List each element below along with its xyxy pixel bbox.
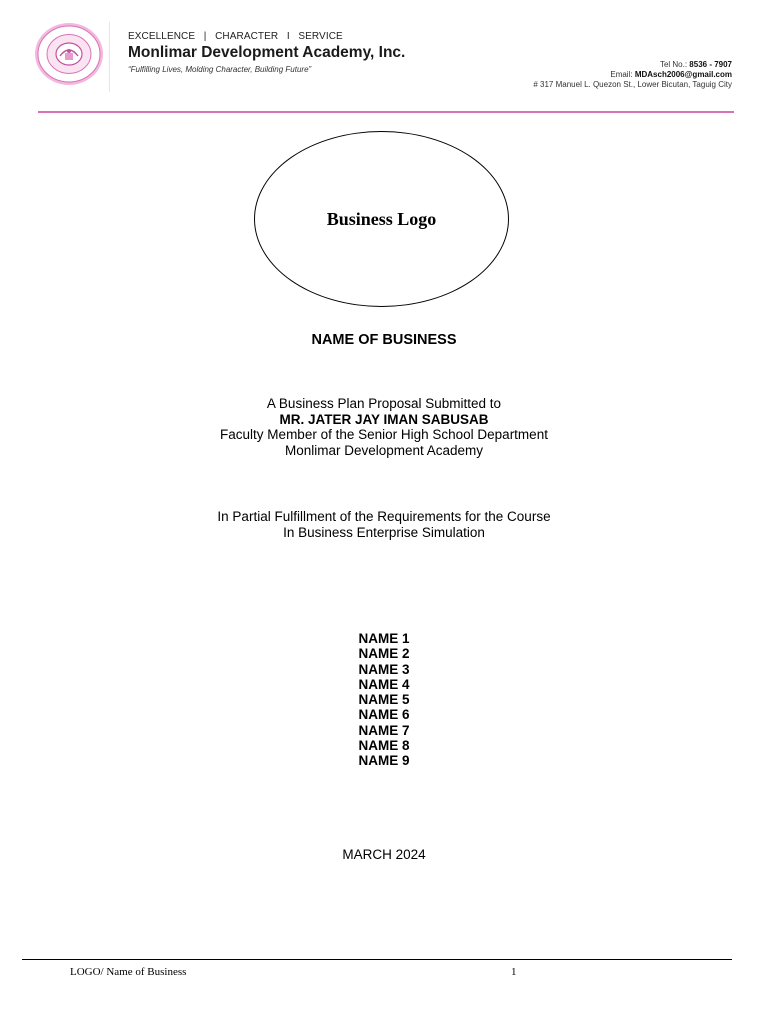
submission-date: MARCH 2024 [342,847,426,862]
member-name: NAME 9 [358,753,410,769]
member-name: NAME 1 [358,631,410,646]
header-divider [109,22,110,92]
proposal-line: A Business Plan Proposal Submitted to [266,396,502,411]
fulfillment-line: In Business Enterprise Simulation [283,524,485,540]
school-motto: EXCELLENCE | CHARACTER I SERVICE [128,31,343,42]
member-name: NAME 8 [358,738,410,754]
header-rule [38,111,734,113]
business-name: NAME OF BUSINESS [311,332,457,348]
page-number: 1 [511,966,517,978]
business-logo-label: Business Logo [326,209,437,229]
school-name: Monlimar Development Academy, Inc. [128,44,406,61]
proposal-line: Faculty Member of the Senior High School Department [220,427,548,442]
member-name: NAME 5 [358,692,410,708]
footer-business-name: LOGO/ Name of Business [70,966,187,978]
proposal-line: Monlimar Development Academy [284,442,484,458]
member-name: NAME 2 [358,646,410,662]
contact-tel: Tel No.: 8536 - 7907 [659,60,732,69]
member-names [0,631,768,769]
member-name: NAME 3 [358,661,410,677]
fulfillment-block [0,509,768,540]
member-name: NAME 7 [358,722,410,738]
contact-address: # 317 Manuel L. Quezon St., Lower Bicutan, Taguig City [533,80,732,89]
contact-block [533,60,732,90]
footer-rule [22,959,732,960]
proposal-recipient: MR. JATER JAY IMAN SABUSAB [279,411,489,427]
contact-email: Email: MDAsch2006@gmail.com [610,70,732,79]
member-name: NAME 6 [358,707,410,723]
member-name: NAME 4 [358,676,410,692]
school-tagline: “Fulfilling Lives, Molding Character, Building Future” [128,65,312,74]
school-seal-icon [34,22,104,86]
fulfillment-line: In Partial Fulfillment of the Requirements for the Course [217,509,551,524]
proposal-block [0,396,768,458]
